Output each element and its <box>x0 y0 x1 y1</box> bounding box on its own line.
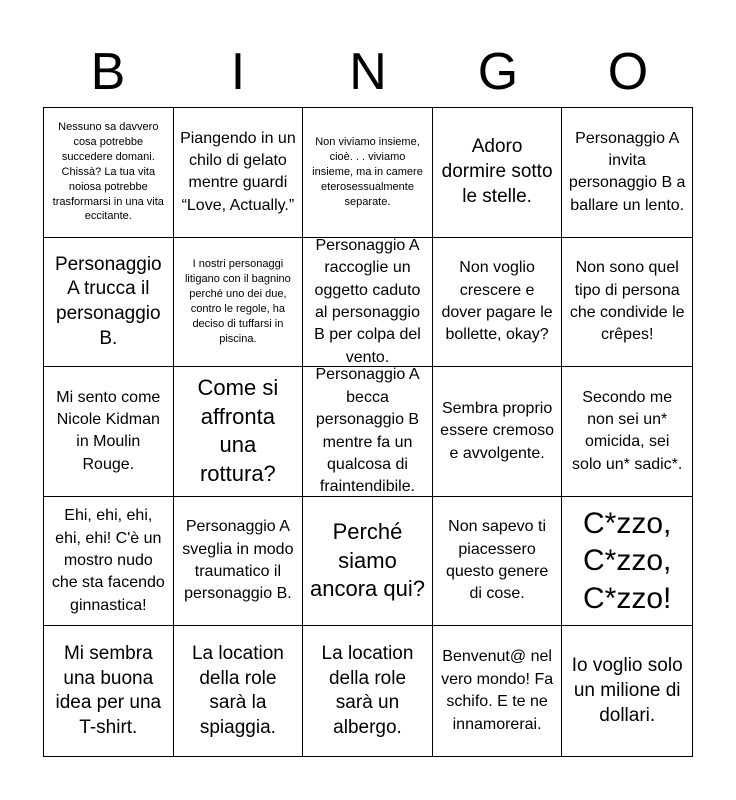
cell-text: Nessuno sa davvero cosa potrebbe succedere domani. Chissà? La tua vita noiosa potrebbe trasformarsi in una vita eccitante. <box>52 121 164 223</box>
bingo-cell-r4-c4[interactable] <box>433 497 563 627</box>
cell-text: Non voglio crescere e dover pagare le bollette, okay? <box>441 259 553 344</box>
cell-text: Perché siamo ancora qui? <box>310 519 425 602</box>
bingo-cell-r4-c2[interactable] <box>174 497 304 627</box>
bingo-cell-r2-c1[interactable] <box>44 238 174 368</box>
header-letter-o: O <box>607 43 649 101</box>
cell-text: Io voglio solo un milione di dollari. <box>571 655 683 726</box>
bingo-cell-r3-c5[interactable] <box>562 367 692 497</box>
cell-text: Ehi, ehi, ehi, ehi, ehi! C'è un mostro nudo che sta facendo ginnastica! <box>51 507 165 614</box>
bingo-cell-r4-c3[interactable] <box>303 497 433 627</box>
cell-text: Personaggio A sveglia in modo traumatico il personaggio B. <box>182 518 294 603</box>
cell-text: Mi sento come Nicole Kidman in Moulin Rouge. <box>56 388 161 473</box>
bingo-cell-r2-c3[interactable] <box>303 238 433 368</box>
cell-text: I nostri personaggi litigano con il bagnino perché uno dei due, contro le regole, ha deciso di tuffarsi in piscina. <box>184 258 291 345</box>
cell-text: Piangendo in un chilo di gelato mentre guardi “Love, Actually.” <box>180 129 296 214</box>
bingo-cell-r5-c5[interactable] <box>562 626 692 756</box>
bingo-cell-r4-c1[interactable] <box>44 497 174 627</box>
bingo-cell-r3-c1[interactable] <box>44 367 174 497</box>
cell-text: Secondo me non sei un* omicida, sei solo un* sadic*. <box>572 388 683 473</box>
header-letter-i: I <box>230 43 246 101</box>
cell-text: La location della role sarà la spiaggia. <box>191 642 284 738</box>
bingo-cell-r1-c5[interactable] <box>562 108 692 238</box>
cell-text: Sembra proprio essere cremoso e avvolgente. <box>440 399 554 462</box>
bingo-cell-r2-c2[interactable] <box>174 238 304 368</box>
bingo-cell-r1-c1[interactable] <box>44 108 174 238</box>
bingo-cell-r5-c4[interactable] <box>433 626 563 756</box>
cell-text: Non sono quel tipo di persona che condivide le crêpes! <box>569 259 685 344</box>
cell-text: La location della role sarà un albergo. <box>321 642 414 738</box>
bingo-cell-r1-c4[interactable] <box>433 108 563 238</box>
header-letter-g: G <box>477 43 519 101</box>
bingo-cell-r5-c3[interactable] <box>303 626 433 756</box>
cell-text: Mi sembra una buona idea per una T-shirt. <box>55 642 162 738</box>
bingo-cell-r5-c2[interactable] <box>174 626 304 756</box>
bingo-cell-r2-c5[interactable] <box>562 238 692 368</box>
bingo-cell-r5-c1[interactable] <box>44 626 174 756</box>
cell-text: Personaggio A trucca il personaggio B. <box>54 253 162 349</box>
bingo-cell-r1-c2[interactable] <box>174 108 304 238</box>
cell-text: Personaggio A becca personaggio B mentre fa un qualcosa di fraintendibile. <box>315 367 420 496</box>
cell-text: Non sapevo ti piacessero questo genere di cose. <box>445 518 549 603</box>
bingo-cell-r3-c3[interactable] <box>303 367 433 497</box>
bingo-cell-r3-c4[interactable] <box>433 367 563 497</box>
header-letter-n: N <box>349 43 387 101</box>
header-letter-b: B <box>90 43 126 101</box>
cell-text: Personaggio A raccoglie un oggetto caduto al personaggio B per colpa del vento. <box>314 237 421 366</box>
bingo-board <box>43 107 693 757</box>
cell-text: Personaggio A invita personaggio B a ballare un lento. <box>568 129 686 214</box>
bingo-cell-r4-c5[interactable] <box>562 497 692 627</box>
cell-text: Non viviamo insieme, cioè. . . viviamo insieme, ma in camere eterosessualmente separate. <box>312 136 423 208</box>
cell-text: Benvenut@ nel vero mondo! Fa schifo. E te ne innamorerai. <box>441 648 554 733</box>
bingo-cell-r3-c2[interactable] <box>174 367 304 497</box>
cell-text: Come si affronta una rottura? <box>197 375 279 487</box>
cell-text: Adoro dormire sotto le stelle. <box>441 136 553 207</box>
cell-text: C*zzo, C*zzo, C*zzo! <box>583 506 672 615</box>
bingo-header <box>43 40 693 104</box>
bingo-cell-r1-c3[interactable] <box>303 108 433 238</box>
bingo-cell-r2-c4[interactable] <box>433 238 563 368</box>
